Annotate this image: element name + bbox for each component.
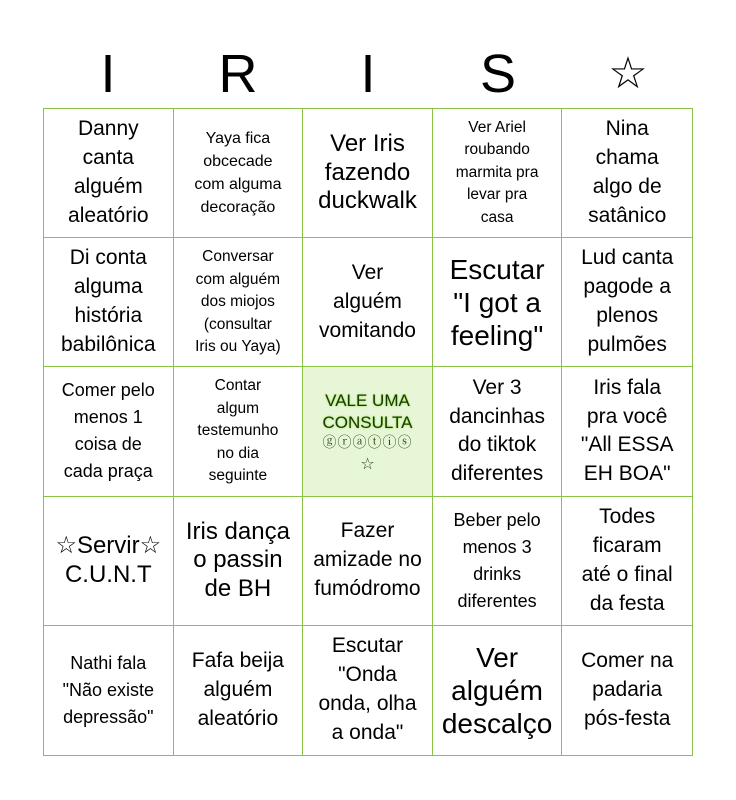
cell-text: Danny canta alguém aleatório [68,117,149,228]
cell-text: Comer na padaria pós-festa [581,648,674,730]
bingo-cell-6[interactable] [44,238,174,367]
free-space-title: VALE UMA CONSULTA [322,391,413,433]
cell-text: Beber pelo menos 3 drinks diferentes [453,509,541,611]
bingo-cell-24[interactable] [433,626,563,755]
cell-text: Di conta alguma história babilônica [61,246,156,357]
bingo-cell-11[interactable] [44,367,174,496]
free-space-cell[interactable] [303,367,433,496]
header-letter-i: I [100,44,116,104]
bingo-cell-5[interactable] [562,109,692,238]
bingo-cell-7[interactable] [174,238,304,367]
cell-text: Iris fala pra você "All ESSA EH BOA" [580,375,674,486]
cell-text: Comer pelo menos 1 coisa de cada praça [61,380,155,482]
cell-text: Fafa beija alguém aleatório [191,648,284,730]
bingo-cell-9[interactable] [433,238,563,367]
bingo-cell-2[interactable] [174,109,304,238]
bingo-cell-17[interactable] [174,497,304,626]
bingo-cell-14[interactable] [433,367,563,496]
bingo-grid [43,108,693,756]
bingo-cell-23[interactable] [303,626,433,755]
bingo-cell-15[interactable] [562,367,692,496]
header-letter-r: R [218,44,258,104]
cell-text: Escutar "I got a feeling" [449,253,545,351]
cell-text: ☆Servir☆ C.U.N.T [55,531,162,588]
cell-text: Todes ficaram até o final da festa [581,504,673,615]
header-letter-i-2: I [360,44,376,104]
cell-text: Contar algum testemunho no dia seguinte [197,377,279,485]
bingo-cell-12[interactable] [174,367,304,496]
free-space-subtitle: ⓖⓡⓐⓣⓘⓢ [322,435,413,452]
bingo-cell-18[interactable] [303,497,433,626]
bingo-cell-22[interactable] [174,626,304,755]
bingo-header [43,40,693,108]
cell-text: Lud canta pagode a plenos pulmões [581,246,674,357]
cell-text: Nathi fala "Não existe depressão" [62,652,155,727]
cell-text: Ver 3 dancinhas do tiktok diferentes [449,375,545,486]
bingo-cell-3[interactable] [303,109,433,238]
cell-text: Conversar com alguém dos miojos (consultar Iris ou Yaya) [195,248,281,355]
bingo-cell-1[interactable] [44,109,174,238]
cell-text: Nina chama algo de satânico [588,117,667,228]
bingo-cell-20[interactable] [562,497,692,626]
header-star-icon: ☆ [608,48,648,99]
bingo-cell-25[interactable] [562,626,692,755]
cell-text: Yaya fica obcecade com alguma decoração [194,129,282,217]
cell-text: Ver Ariel roubando marmita pra levar pra casa [455,118,539,226]
cell-text: Fazer amizade no fumódromo [313,519,422,601]
bingo-cell-21[interactable] [44,626,174,755]
bingo-cell-10[interactable] [562,238,692,367]
cell-text: Ver alguém vomitando [319,260,416,342]
bingo-cell-4[interactable] [433,109,563,238]
free-space-star-icon: ☆ [360,453,375,473]
bingo-cell-8[interactable] [303,238,433,367]
header-letter-s: S [479,44,517,104]
cell-text: Escutar "Onda onda, olha a onda" [318,634,417,745]
cell-text: Ver alguém descalço [441,641,553,739]
bingo-cell-19[interactable] [433,497,563,626]
cell-text: Ver Iris fazendo duckwalk [318,129,417,215]
bingo-cell-16[interactable] [44,497,174,626]
cell-text: Iris dança o passin de BH [185,517,290,603]
